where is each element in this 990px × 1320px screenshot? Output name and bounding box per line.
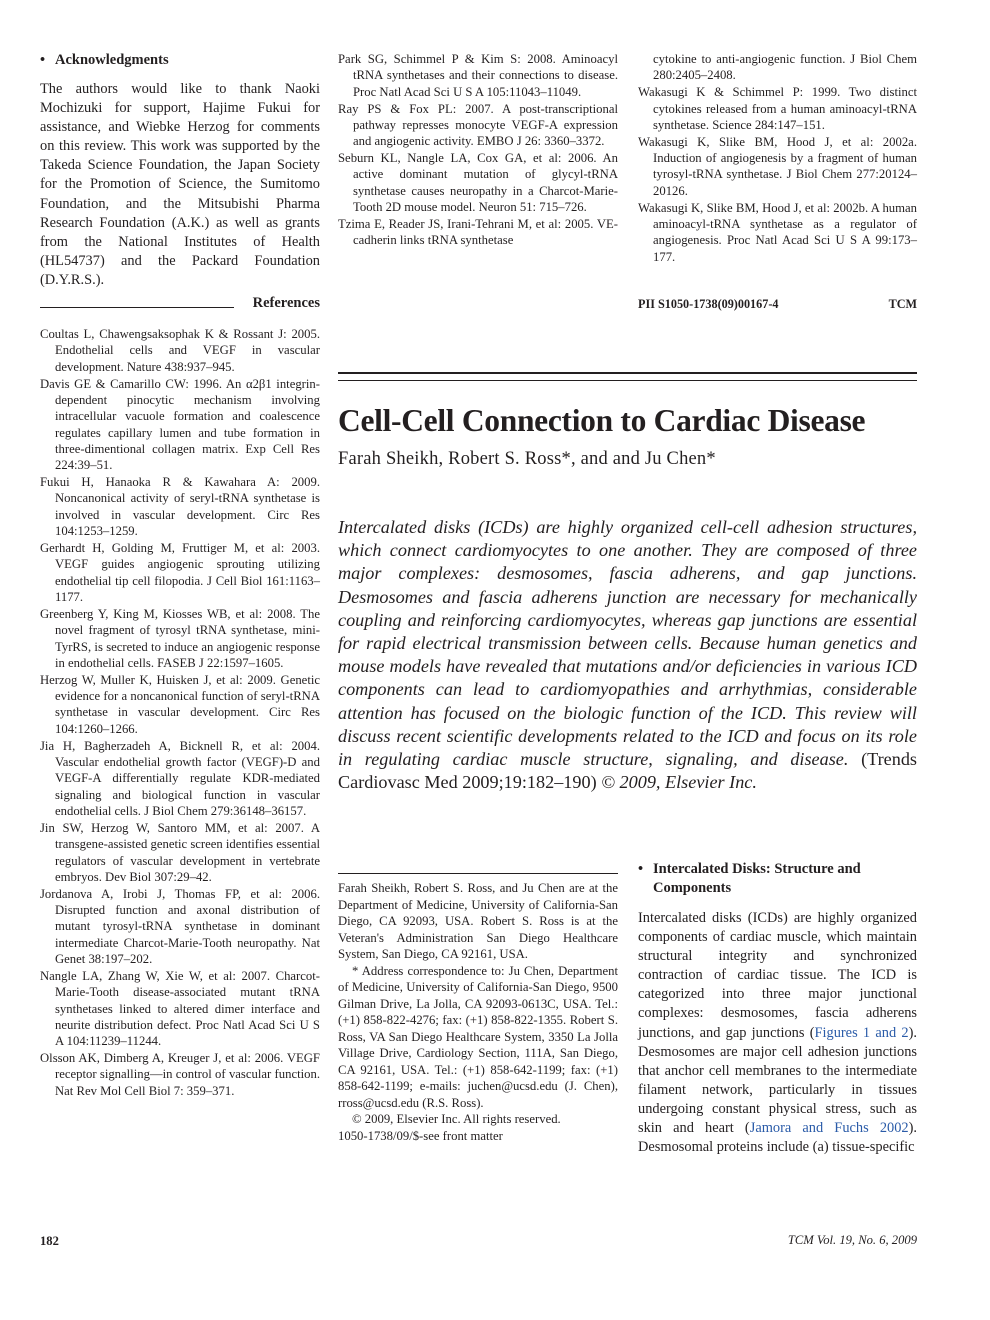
section-heading: • Intercalated Disks: Structure and Components: [638, 861, 861, 896]
acknowledgments-heading: • Acknowledgments: [40, 52, 169, 68]
references-heading-rule: [40, 295, 320, 313]
correspondence-text: * Address correspondence to: Ju Chen, Department of Medicine, University of California-San Diego, 9500 Gilman Drive, La Jolla, CA 92093-0613C, USA. Tel.: (+1) 858-822-4276; fax: (+1) 858-822-1355. Robert S. Ross, VA San Diego Healthcare System, 3350 La Jolla Village Drive, Cardiology Section, 111A, San Diego, CA 92161, USA. Tel.: (+1) 858-642-1199; fax: (+1) 858-642-1199; e-mails: juchen@ucsd.edu (J. Chen), rross@ucsd.edu (R.S. Ross).: [338, 963, 618, 1110]
references-list-col2: [338, 51, 618, 249]
reference-item: Nangle LA, Zhang W, Xie W, et al: 2007. Charcot-Marie-Tooth disease-associated mutant tRNA synthetases linked to altered dimer interface and neurite distribution defect. Proc Natl Acad Sci U S A 104:11239–11244.: [40, 968, 320, 1049]
abstract-citation: (Trends Cardiovasc Med 2009;19:182–190): [338, 749, 918, 793]
reference-item: Wakasugi K, Slike BM, Hood J, et al: 2002b. A human aminoacyl-tRNA synthetase as a regulator of angiogenesis. Proc Natl Acad Sci U S A 99:173–177.: [638, 200, 917, 264]
references-list-col1: [40, 326, 320, 1100]
reference-item: Fukui H, Hanaoka R & Kawahara A: 2009. Noncanonical activity of seryl-tRNA synthetase is involved in vascular development. Circ Res 104:1253–1259.: [40, 475, 320, 539]
reference-item: Davis GE & Camarillo CW: 1996. An α2β1 integrin-dependent pinocytic mechanism involving intracellular vacuole formation and coalescence regulates capillary lumen and tube formation in three-dimentional collagen matrix. Exp Cell Res 224:39–51.: [40, 376, 320, 473]
citation-link[interactable]: Jamora and Fuchs 2002: [749, 1120, 909, 1137]
reference-item: Tzima E, Reader JS, Irani-Tehrani M, et al: 2005. VE-cadherin links tRNA synthetase: [338, 216, 618, 248]
pii-tag: TCM: [888, 297, 917, 311]
front-matter-line: 1050-1738/09/$-see front matter: [338, 1128, 503, 1143]
affiliation-text: Farah Sheikh, Robert S. Ross, and Ju Chen are at the Department of Medicine, University of California-San Diego, CA 92093, USA. Robert S. Ross is at the Veteran's Administration San Diego Healthcare System, San Diego, CA 92161, USA.: [338, 881, 618, 961]
journal-footer: TCM Vol. 19, No. 6, 2009: [787, 1233, 917, 1247]
copyright-line: © 2009, Elsevier Inc. All rights reserved.: [352, 1112, 561, 1126]
reference-item: Ray PS & Fox PL: 2007. A post-transcriptional pathway represses monocyte VEGF-A expression and angiogenic activity. EMBO J 26: 3360–3372.: [338, 101, 618, 149]
article-authors: Farah Sheikh, Robert S. Ross*, and and Ju Chen*: [338, 449, 716, 469]
references-rule-line: [40, 307, 234, 308]
reference-item: Seburn KL, Nangle LA, Cox GA, et al: 2006. An active dominant mutation of glycyl-tRNA synthetase causes neuropathy in a Charcot-Marie-Tooth 2D mouse model. Neuron 51: 715–726.: [338, 151, 618, 215]
section-body-text: Intercalated disks (ICDs) are highly organized components of cardiac muscle, which maintain structural integrity and synchronized contraction of cardiac tissue. The ICD is categorized into three major junctional complexes: desmosomes, fascia adherens junctions, and gap junctions (Figures 1 and 2). Desmosomes are major cell adhesion junctions that anchor cell membranes to the intermediate filament network, particularly in tissues undergoing constant physical stress, such as skin and heart (Jamora and Fuchs 2002). Desmosomal proteins include (a) tissue-specific: [638, 910, 917, 1156]
title-rule-thick: [338, 372, 917, 374]
reference-item: Coultas L, Chawengsaksophak K & Rossant J: 2005. Endothelial cells and VEGF in vascular development. Nature 438:937–945.: [40, 327, 320, 374]
pii-code: PII S1050-1738(09)00167-4: [638, 297, 779, 311]
reference-item: Wakasugi K, Slike BM, Hood J, et al: 2002a. Induction of angiogenesis by a fragment of human tyrosyl-tRNA synthetase. J Biol Chem 277:20124–20126.: [638, 134, 917, 198]
reference-item: Greenberg Y, King M, Kiosses WB, et al: 2008. The novel fragment of tyrosyl tRNA synthetase, mini-TyrRS, is secreted to induce an angiogenic response in endothelial cells. FASEB J 22:1597–1605.: [40, 606, 320, 670]
reference-item: Wakasugi K & Schimmel P: 1999. Two distinct cytokines released from a human aminoacyl-tRNA synthetase. Science 284:147–151.: [638, 85, 917, 132]
abstract-text: Intercalated disks (ICDs) are highly organized cell-cell adhesion structures, which connect cardiomyocytes to one another. They are composed of three major complexes: desmosomes, fascia adherens, and gap junctions. Desmosomes and fascia adherens junction are necessary for mechanically coupling and reinforcing cardiomyocytes, whereas gap junctions are essential for rapid electrical transmission between cells. Because human genetics and mouse models have revealed that mutations and/or deficiencies in various ICD components can lead to cardiomyopathies and arrhythmias, considerable attention has focused on the biologic function of the ICD. This review will discuss recent scientific developments related to the ICD and focus on its role in regulating cardiac muscle structure, signaling, and disease.: [338, 517, 917, 770]
reference-item: Herzog W, Muller K, Huisken J, et al: 2009. Genetic evidence for a noncanonical function of seryl-tRNA synthetase in vascular development. Circ Res 104:1260–1266.: [40, 672, 320, 736]
reference-item: Jordanova A, Irobi J, Thomas FP, et al: 2006. Disrupted function and axonal distribution of mutant tyrosyl-tRNA synthetase in dominant intermediate Charcot-Marie-Tooth neuropathy. Nat Genet 38:197–202.: [40, 886, 320, 967]
page-number: 182: [40, 1234, 59, 1248]
affiliation-rule: [338, 873, 618, 874]
article-title: Cell-Cell Connection to Cardiac Disease: [338, 403, 866, 438]
affiliation-block: [338, 880, 618, 1144]
acknowledgments-text: The authors would like to thank Naoki Mochizuki for support, Hajime Fukui for assistance, and Wiebke Herzog for comments on this review. This work was supported by the Takeda Science Foundation, the Japan Society for the Promotion of Science, the Sumitomo Foundation, and the Mitsubishi Pharma Research Foundation (A.K.) as well as grants from the National Institutes of Health (HL54737) and the Packard Foundation (D.Y.R.S.).: [40, 81, 320, 288]
references-list-col3: [638, 51, 917, 265]
reference-item: Park SG, Schimmel P & Kim S: 2008. Aminoacyl tRNA synthetases and their connections to disease. Proc Natl Acad Sci U S A 105:11043–11049.: [338, 52, 618, 99]
title-rule-thin: [338, 380, 917, 381]
references-heading: References: [252, 295, 320, 311]
reference-item: Olsson AK, Dimberg A, Kreuger J, et al: 2006. VEGF receptor signalling—in control of vascular function. Nat Rev Mol Cell Biol 7: 359–371.: [40, 1051, 320, 1098]
pii-line: [638, 296, 917, 312]
reference-item: Jin SW, Herzog W, Santoro MM, et al: 2007. A transgene-assisted genetic screen identifies essential regulators of vascular development in vertebrate embryos. Dev Biol 307:29–42.: [40, 820, 320, 884]
reference-item: Gerhardt H, Golding M, Fruttiger M, et al: 2003. VEGF guides angiogenic sprouting utilizing endothelial tip cell filopodia. J Cell Biol 161:1163–1177.: [40, 540, 320, 604]
reference-item: Jia H, Bagherzadeh A, Bicknell R, et al: 2004. Vascular endothelial growth factor (VEGF)-D and VEGF-A differentially regulate KDR-mediated signaling and biological function in vascular endothelial cells. J Biol Chem 279:36148–36157.: [40, 738, 320, 818]
abstract-copyright: © 2009, Elsevier Inc.: [601, 772, 757, 793]
figure-link[interactable]: Figures 1 and 2: [814, 1024, 909, 1041]
reference-item-continued: cytokine to anti-angiogenic function. J Biol Chem 280:2405–2408.: [653, 52, 917, 83]
abstract: [338, 516, 917, 794]
